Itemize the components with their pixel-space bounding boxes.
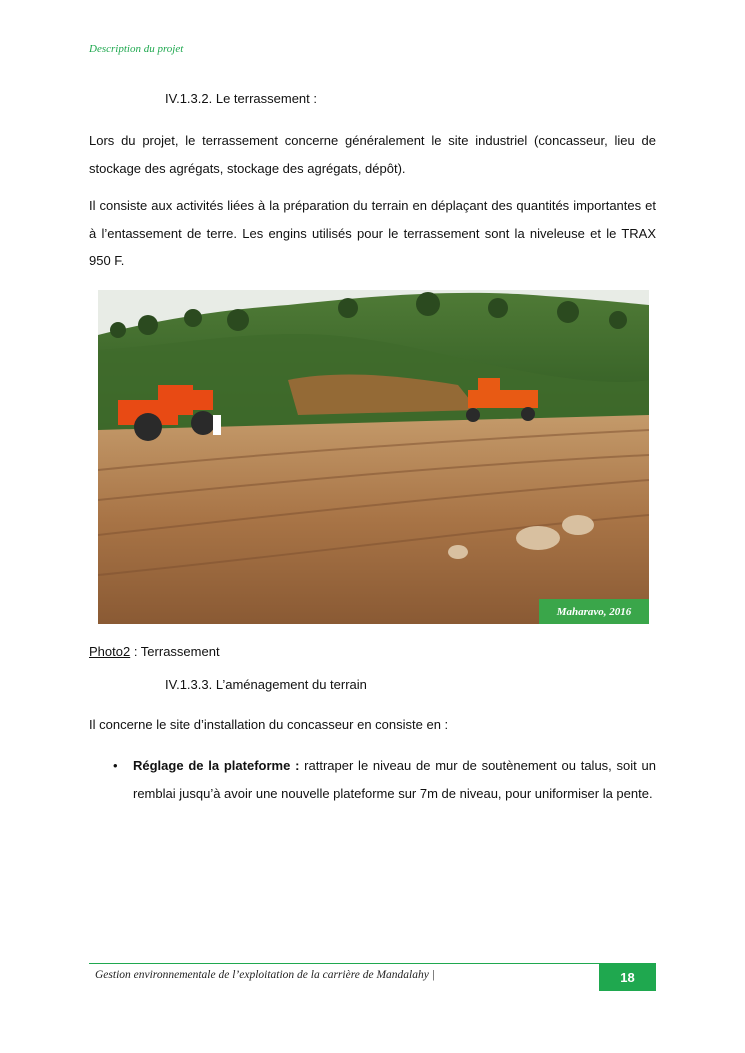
running-header: Description du projet bbox=[89, 43, 184, 55]
bullet-item-plateforme bbox=[133, 752, 656, 807]
paragraph-amenagement-intro: Il concerne le site d’installation du concasseur en consiste en : bbox=[89, 717, 449, 732]
section-heading-amenagement: IV.1.3.3. L’aménagement du terrain bbox=[165, 677, 367, 692]
paragraph-terrassement-site: Lors du projet, le terrassement concerne généralement le site industriel (concasseur, lieu de stockage des agrégats, stockage des agrégats, dépôt). bbox=[89, 133, 656, 176]
footer-rule bbox=[89, 963, 656, 964]
footer-title: Gestion environnementale de l’exploitation de la carrière de Mandalahy | bbox=[95, 969, 435, 981]
bullet-item-bold: Réglage de la plateforme : bbox=[133, 758, 300, 773]
photo-caption bbox=[89, 644, 220, 659]
page-number: 18 bbox=[599, 964, 656, 991]
photo-caption-label: Photo2 bbox=[89, 644, 131, 659]
terrassement-photo bbox=[98, 290, 649, 624]
photo-credit-badge: Maharavo, 2016 bbox=[539, 599, 649, 624]
bullet-dot: • bbox=[113, 758, 118, 773]
paragraph-terrassement-activites: Il consiste aux activités liées à la préparation du terrain en déplaçant des quantités importantes et à l’entassement de terre. Les engins utilisés pour le terrassement sont la niveleuse et le TRAX 950 F. bbox=[89, 198, 656, 268]
section-heading-terrassement: IV.1.3.2. Le terrassement : bbox=[165, 91, 317, 106]
photo-caption-text: : Terrassement bbox=[130, 644, 220, 659]
bullet-item-text: rattraper le niveau de mur de soutènement ou talus, soit un remblai jusqu’à avoir une nouvelle plateforme sur 7m de niveau, pour uniformiser la pente. bbox=[133, 758, 656, 801]
